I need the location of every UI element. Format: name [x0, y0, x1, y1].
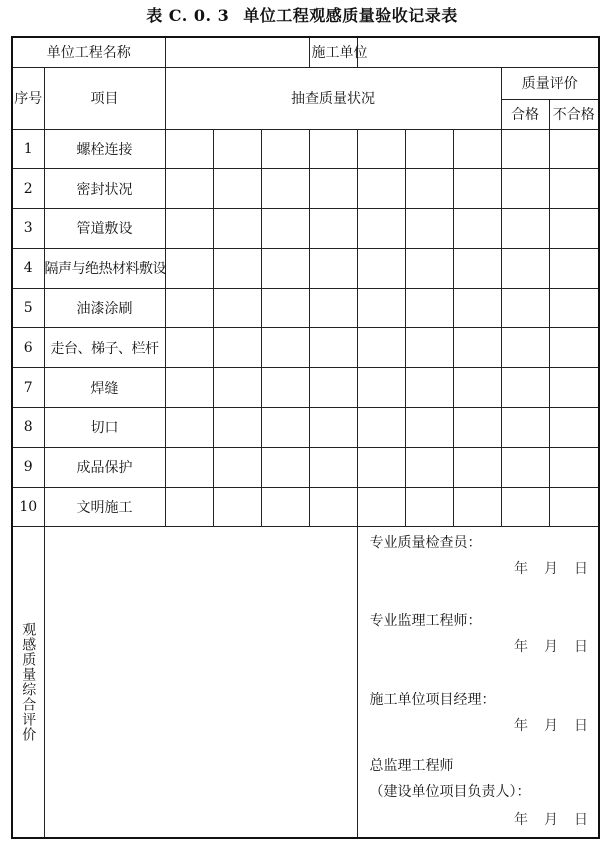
date-month: 月	[544, 718, 559, 735]
signature-role: 总监理工程师	[369, 758, 454, 775]
fail-cell[interactable]	[549, 288, 599, 328]
inspection-cell[interactable]	[453, 169, 501, 209]
date-day: 日	[574, 639, 589, 656]
fail-cell[interactable]	[549, 447, 599, 487]
form-title-text: 单位工程观感质量验收记录表	[243, 6, 458, 25]
pass-cell[interactable]	[501, 248, 549, 288]
inspection-cell[interactable]	[165, 288, 213, 328]
fail-cell[interactable]	[549, 408, 599, 448]
pass-cell[interactable]	[501, 368, 549, 408]
row-number: 5	[12, 288, 44, 328]
inspection-cell[interactable]	[165, 209, 213, 249]
inspection-cell[interactable]	[213, 487, 261, 527]
row-number: 7	[12, 368, 44, 408]
pass-cell[interactable]	[501, 487, 549, 527]
inspection-cell[interactable]	[453, 288, 501, 328]
fail-header: 不合格	[549, 99, 599, 129]
inspection-cell[interactable]	[309, 169, 357, 209]
table-row	[12, 487, 599, 527]
table-row	[12, 368, 599, 408]
inspection-cell[interactable]	[213, 328, 261, 368]
inspection-cell[interactable]	[405, 368, 453, 408]
pass-cell[interactable]	[501, 288, 549, 328]
date-year: 年	[514, 812, 529, 829]
row-item: 焊缝	[44, 368, 165, 408]
unit-name-field[interactable]	[165, 37, 309, 67]
date-day: 日	[574, 812, 589, 829]
inspection-cell[interactable]	[405, 129, 453, 169]
item-header: 项目	[44, 67, 165, 129]
inspection-cell[interactable]	[357, 169, 405, 209]
row-item: 油漆涂刷	[44, 288, 165, 328]
inspection-cell[interactable]	[453, 209, 501, 249]
table-row	[12, 248, 599, 288]
inspection-cell[interactable]	[309, 328, 357, 368]
row-item: 螺栓连接	[44, 129, 165, 169]
table-row	[12, 328, 599, 368]
inspection-cell[interactable]	[309, 248, 357, 288]
row-number: 3	[12, 209, 44, 249]
signature-supervision-engineer	[370, 611, 589, 657]
inspection-cell[interactable]	[213, 169, 261, 209]
row-number: 1	[12, 129, 44, 169]
inspection-cell[interactable]	[357, 129, 405, 169]
seq-header: 序号	[12, 67, 44, 129]
table-row	[12, 408, 599, 448]
fail-cell[interactable]	[549, 169, 599, 209]
overall-label: 观感质量综合评价	[20, 622, 37, 743]
table-row	[12, 129, 599, 169]
fail-cell[interactable]	[549, 248, 599, 288]
inspection-cell[interactable]	[357, 447, 405, 487]
date-month: 月	[544, 561, 559, 578]
inspection-cell[interactable]	[261, 487, 309, 527]
fail-cell[interactable]	[549, 129, 599, 169]
inspection-cell[interactable]	[165, 408, 213, 448]
inspection-cell[interactable]	[261, 328, 309, 368]
inspection-cell[interactable]	[405, 248, 453, 288]
form-title	[0, 4, 604, 28]
pass-header: 合格	[501, 99, 549, 129]
inspection-cell[interactable]	[261, 408, 309, 448]
row-item: 切口	[44, 408, 165, 448]
inspection-cell[interactable]	[261, 248, 309, 288]
inspection-cell[interactable]	[357, 288, 405, 328]
inspection-cell[interactable]	[213, 447, 261, 487]
date-year: 年	[514, 561, 529, 578]
inspection-cell[interactable]	[309, 408, 357, 448]
inspection-cell[interactable]	[453, 248, 501, 288]
row-item: 管道敷设	[44, 209, 165, 249]
signature-role-note: （建设单位项目负责人）：	[369, 784, 531, 801]
signature-role: 施工单位项目经理：	[369, 692, 496, 709]
fail-cell[interactable]	[549, 368, 599, 408]
table-row	[12, 209, 599, 249]
inspection-cell[interactable]	[405, 447, 453, 487]
inspection-cell[interactable]	[405, 408, 453, 448]
inspection-cell[interactable]	[165, 248, 213, 288]
inspection-cell[interactable]	[357, 209, 405, 249]
inspection-cell[interactable]	[213, 129, 261, 169]
row-item: 隔声与绝热材料敷设	[44, 248, 165, 288]
inspection-cell[interactable]	[213, 368, 261, 408]
row-number: 10	[12, 487, 44, 527]
row-item: 文明施工	[44, 487, 165, 527]
date-month: 月	[544, 639, 559, 656]
date-month: 月	[544, 812, 559, 829]
form-number: 表 C. 0. 3	[146, 6, 230, 25]
signature-date	[370, 559, 589, 579]
acceptance-record-table	[11, 36, 600, 839]
inspection-cell[interactable]	[309, 129, 357, 169]
row-item: 密封状况	[44, 169, 165, 209]
table-row	[12, 169, 599, 209]
signature-role: 专业质量检查员：	[369, 535, 482, 552]
overall-row	[12, 527, 599, 838]
inspection-cell[interactable]	[309, 368, 357, 408]
date-year: 年	[514, 639, 529, 656]
table-row	[12, 447, 599, 487]
evaluation-header: 质量评价	[501, 67, 599, 99]
inspection-cell[interactable]	[213, 248, 261, 288]
row-number: 6	[12, 328, 44, 368]
column-header-row	[12, 67, 599, 99]
contractor-label: 施工单位	[309, 37, 357, 67]
pass-cell[interactable]	[501, 129, 549, 169]
inspection-cell[interactable]	[453, 408, 501, 448]
inspection-cell[interactable]	[213, 209, 261, 249]
inspection-cell[interactable]	[309, 447, 357, 487]
row-number: 2	[12, 169, 44, 209]
inspection-cell[interactable]	[453, 487, 501, 527]
row-number: 4	[12, 248, 44, 288]
pass-cell[interactable]	[501, 169, 549, 209]
inspection-cell[interactable]	[357, 328, 405, 368]
inspection-cell[interactable]	[357, 408, 405, 448]
inspection-cell[interactable]	[261, 368, 309, 408]
date-year: 年	[514, 718, 529, 735]
signature-chief-engineer	[370, 756, 589, 830]
inspection-cell[interactable]	[309, 288, 357, 328]
inspection-cell[interactable]	[357, 487, 405, 527]
inspection-cell[interactable]	[165, 129, 213, 169]
row-item: 成品保护	[44, 447, 165, 487]
date-day: 日	[574, 718, 589, 735]
row-number: 8	[12, 408, 44, 448]
signature-project-manager	[370, 690, 589, 736]
inspection-cell[interactable]	[165, 447, 213, 487]
inspection-cell[interactable]	[261, 209, 309, 249]
inspection-cell[interactable]	[261, 129, 309, 169]
inspection-cell[interactable]	[165, 169, 213, 209]
inspection-cell[interactable]	[213, 408, 261, 448]
inspection-cell[interactable]	[405, 487, 453, 527]
inspection-cell[interactable]	[453, 129, 501, 169]
inspection-cell[interactable]	[357, 368, 405, 408]
signature-role: 专业监理工程师：	[369, 613, 482, 630]
row-number: 9	[12, 447, 44, 487]
unit-name-label: 单位工程名称	[12, 37, 165, 67]
overall-comment-field[interactable]	[44, 527, 357, 838]
overall-label-cell	[12, 527, 44, 838]
inspection-cell[interactable]	[405, 288, 453, 328]
signature-date	[370, 716, 589, 736]
fail-cell[interactable]	[549, 487, 599, 527]
inspection-cell[interactable]	[453, 368, 501, 408]
inspection-cell[interactable]	[213, 288, 261, 328]
signature-date	[370, 810, 589, 830]
inspection-cell[interactable]	[261, 288, 309, 328]
inspection-cell[interactable]	[309, 209, 357, 249]
row-item: 走台、梯子、栏杆	[44, 328, 165, 368]
header-row	[12, 37, 599, 67]
pass-cell[interactable]	[501, 447, 549, 487]
inspection-cell[interactable]	[309, 487, 357, 527]
table-row	[12, 288, 599, 328]
inspection-header: 抽查质量状况	[165, 67, 501, 129]
inspection-cell[interactable]	[261, 447, 309, 487]
signature-cell	[357, 527, 599, 838]
fail-cell[interactable]	[549, 328, 599, 368]
inspection-cell[interactable]	[405, 169, 453, 209]
contractor-field[interactable]	[357, 37, 599, 67]
pass-cell[interactable]	[501, 209, 549, 249]
inspection-cell[interactable]	[357, 248, 405, 288]
inspection-cell[interactable]	[165, 328, 213, 368]
inspection-cell[interactable]	[165, 487, 213, 527]
pass-cell[interactable]	[501, 328, 549, 368]
signature-date	[370, 637, 589, 657]
pass-cell[interactable]	[501, 408, 549, 448]
signature-quality-inspector	[370, 533, 589, 579]
inspection-cell[interactable]	[405, 209, 453, 249]
date-day: 日	[574, 561, 589, 578]
inspection-cell[interactable]	[453, 447, 501, 487]
inspection-cell[interactable]	[165, 368, 213, 408]
inspection-cell[interactable]	[405, 328, 453, 368]
inspection-cell[interactable]	[261, 169, 309, 209]
item-rows	[12, 129, 599, 527]
inspection-cell[interactable]	[453, 328, 501, 368]
fail-cell[interactable]	[549, 209, 599, 249]
